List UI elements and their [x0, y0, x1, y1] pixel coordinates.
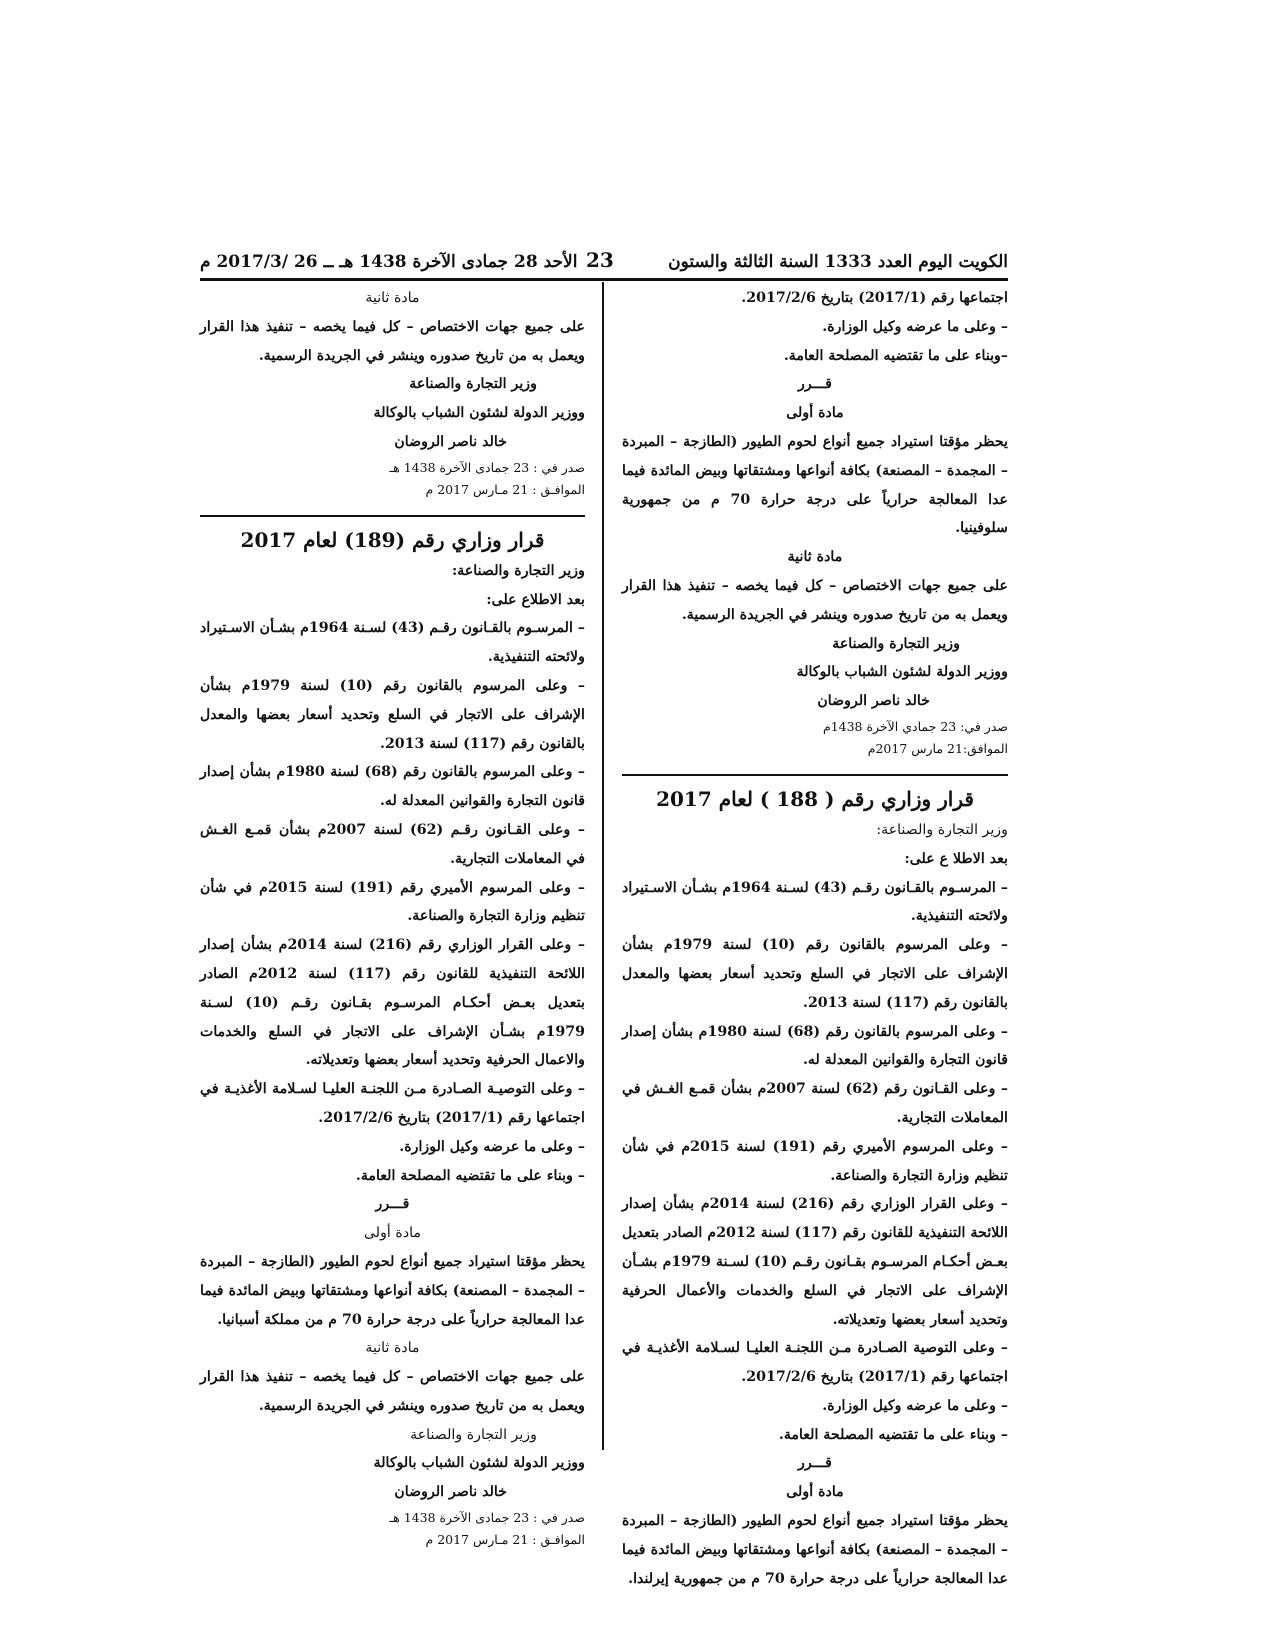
page-number: 23 — [586, 248, 614, 272]
issue-date: الأحد 28 جمادى الآخرة 1438 هـ ــ 26 /2017/3 م — [200, 252, 578, 272]
decree-item: – وعلى القـانون رقم (62) لسنة 2007م بشأن قمـع الغـش في المعاملات التجارية. — [622, 1081, 1008, 1126]
corresponding-date: الموافـق : 21 مـارس 2017 م — [425, 481, 585, 497]
article-heading: مادة ثانية — [787, 549, 843, 566]
decree-item: – وعلى المرسوم بالقانون رقم (10) لسنة 1979م بشأن الإشراف على الاتجار في السلع وتحديد أسعار بعضها والمعدل بالقانون رقم (117) لسنة 2013. — [622, 937, 1008, 1011]
article-heading: مادة ثانية — [365, 1340, 420, 1357]
signature-minister-youth: ووزير الدولة لشئون الشباب بالوكالة — [796, 664, 1008, 681]
signature-name: خالد ناصر الروضان — [394, 1484, 507, 1501]
decree-item: – وعلى القرار الوزاري رقم (216) لسنة 2014م بشأن إصدار اللائحة التنفيذية للقانون رقم (117) لسنة 2012م الصادر بتعديل بعـض أحكـام المرسـوم بقـانون رقـم (10) لسـنة 1979م بشـأن الإشراف على الاتجار في السلع والخدمات والاعمال الحرفية وتحديد أسعار بعضها وتعديلاته. — [200, 937, 586, 1069]
decree-item: – وبناء على ما تقتضيه المصلحة العامة. — [355, 1167, 585, 1184]
article-heading: مادة أولى — [363, 1225, 422, 1242]
decree-item: – وعلى التوصية الصـادرة مـن اللجنـة العليـا لسـلامة الأغذيـة في اجتماعها رقم (2017/1) بتاريخ 2017/2/6. — [622, 1340, 1008, 1386]
section-rule — [622, 774, 1008, 776]
header-rule — [200, 278, 1008, 281]
column-divider — [602, 282, 604, 1450]
decree-item: – وعلى التوصيـة الصـادرة مـن اللجنـة العليـا لسـلامة الأغذيـة في اجتماعها رقم (2017/1) بتاريخ 2017/2/6. — [200, 1081, 585, 1126]
decided-heading: قـــرر — [798, 1455, 832, 1472]
decree-item: – وعلى ما عرضه وكيل الوزارة. — [399, 1138, 585, 1155]
decree-item: – وعلى القرار الوزاري رقم (216) لسنة 2014م بشأن إصدار اللائحة التنفيذية للقانون رقم (117) لسنة 2012م الصادر بتعديل بعـض أحكـام المرسـوم بقـانون رقـم (10) لسـنة 1979م بشـأن الإشراف على الاتجار في السلع والخدمات والأعمال الحرفية وتحديد أسعار بعضها وتعديلاته. — [622, 1196, 1008, 1328]
signature-minister: وزير التجارة والصناعة — [409, 376, 537, 393]
article-text: يحظر مؤقتا استيراد جميع أنواع لحوم الطيور (الطازجة – المبردة – المجمدة – المصنعة) بكافة أنواعها ومشتقاتها وبيض المائدة فيما عدا المعالجة حرارياً على درجة حرارة 70 م من مملكة أسبانيا. — [200, 1253, 585, 1328]
signature-minister: وزير التجارة والصناعة — [410, 1426, 537, 1443]
signature-minister: وزير التجارة والصناعة — [832, 635, 960, 652]
section-rule — [200, 515, 585, 517]
decree-item: – المرسـوم بالقـانون رقـم (43) لسـنة 1964م بشـأن الاسـتيراد ولائحته التنفيذية. — [200, 620, 585, 666]
decree-intro: وزير التجارة والصناعة: — [451, 562, 585, 579]
continued-line: اجتماعها رقم (2017/1) بتاريخ 2017/2/6. — [741, 290, 1008, 306]
decree-item: – وعلى ما عرضه وكيل الوزارة. — [822, 1397, 1008, 1414]
decree-title: قرار وزاري رقم (189) لعام 2017 — [240, 527, 545, 552]
continued-line: –وبناء على ما تقتضيه المصلحة العامة. — [783, 347, 1008, 364]
article-text: على جميع جهات الاختصاص – كل فيما يخصه – تنفيذ هذا القرار ويعمل به من تاريخ صدوره وينشر في الجريدة الرسمية. — [622, 577, 1008, 623]
left-column — [200, 284, 585, 1551]
issued-date: صدر في : 23 جمادى الآخرة 1438 هـ — [389, 1510, 585, 1526]
decree-intro: بعد الاطلا ع على: — [904, 850, 1008, 867]
decree-intro: بعد الاطلاع على: — [486, 591, 585, 608]
decree-intro: وزير التجارة والصناعة: — [876, 821, 1008, 838]
signature-minister-youth: ووزير الدولة لشئون الشباب بالوكالة — [373, 405, 585, 422]
article-heading: مادة أولى — [786, 1484, 844, 1501]
issued-date: صدر في : 23 جمادى الآخرة 1438 هـ — [389, 459, 585, 475]
issued-date: صدر في: 23 جمادي الآخرة 1438م — [822, 718, 1008, 734]
signature-minister-youth: ووزير الدولة لشئون الشباب بالوكالة — [373, 1455, 585, 1472]
signature-name: خالد ناصر الروضان — [817, 693, 930, 710]
signature-name: خالد ناصر الروضان — [394, 433, 507, 450]
article-text: يحظر مؤقتا استيراد جميع أنواع لحوم الطيور (الطازجة – المبردة – المجمدة – المصنعة) بكافة أنواعها ومشتقاتها وبيض المائدة فيما عدا المعالجة حرارياً على درجة حرارة 70 م من جمهورية سلوفينيا. — [622, 433, 1009, 537]
decided-heading: قـــرر — [375, 1196, 410, 1213]
article-heading: مادة ثانية — [365, 290, 420, 306]
continued-line: – وعلى ما عرضه وكيل الوزارة. — [822, 318, 1008, 335]
article-text: على جميع جهات الاختصاص – كل فيما يخصه – تنفيذ هذا القرار ويعمل به من تاريخ صدوره وينشر في الجريدة الرسمية. — [200, 1369, 585, 1414]
decree-item: – وعلى المرسوم بالقانون رقم (68) لسنة 1980م بشأن إصدار قانون التجارة والقوانين المعدلة له. — [200, 764, 585, 810]
decided-heading: قـــرر — [798, 376, 832, 393]
article-text: على جميع جهات الاختصاص – كل فيما يخصه – تنفيذ هذا القرار ويعمل به من تاريخ صدوره وينشر في الجريدة الرسمية. — [200, 318, 585, 364]
gazette-issue-info: الكويت اليوم العدد 1333 السنة الثالثة والستون — [668, 252, 1008, 272]
page-header — [200, 248, 1008, 280]
decree-title: قرار وزاري رقم ( 188 ) لعام 2017 — [656, 786, 974, 811]
decree-item: – وعلى المرسوم الأميري رقم (191) لسنة 2015م في شأن تنظيم وزارة التجارة والصناعة. — [622, 1138, 1008, 1184]
decree-item: – وعلى القـانون رقـم (62) لسنة 2007م بشأن قمـع الغـش في المعاملات التجارية. — [200, 821, 585, 867]
article-text: يحظر مؤقتا استيراد جميع أنواع لحوم الطيور (الطازجة – المبردة – المجمدة – المصنعة) بكافة أنواعها ومشتقاتها وبيض المائدة فيما عدا المعالجة حرارياً على درجة حرارة 70 م من جمهورية إيرلندا. — [622, 1513, 1008, 1587]
article-heading: مادة أولى — [786, 405, 844, 422]
corresponding-date: الموافـق : 21 مـارس 2017 م — [425, 1532, 585, 1548]
decree-item: – وعلى المرسوم الأميري رقم (191) لسنة 2015م في شأن تنظيم وزارة التجارة والصناعة. — [200, 879, 585, 925]
decree-item: – وعلى المرسوم بالقانون رقم (68) لسنة 1980م بشأن إصدار قانون التجارة والقوانين المعدلة له. — [622, 1023, 1008, 1069]
decree-item: – المرسـوم بالقـانون رقـم (43) لسـنة 1964م بشـأن الاسـتيراد ولائحته التنفيذية. — [622, 879, 1008, 925]
corresponding-date: الموافق:21 مارس 2017م — [867, 740, 1008, 756]
decree-item: – وبناء على ما تقتضيه المصلحة العامة. — [778, 1426, 1008, 1443]
right-column — [622, 284, 1008, 1593]
decree-item: – وعلى المرسوم بالقانون رقم (10) لسنة 1979م بشأن الإشراف على الاتجار في السلع وتحديد أسعار بعضها والمعدل بالقانون رقم (117) لسنة 2013. — [200, 677, 585, 752]
